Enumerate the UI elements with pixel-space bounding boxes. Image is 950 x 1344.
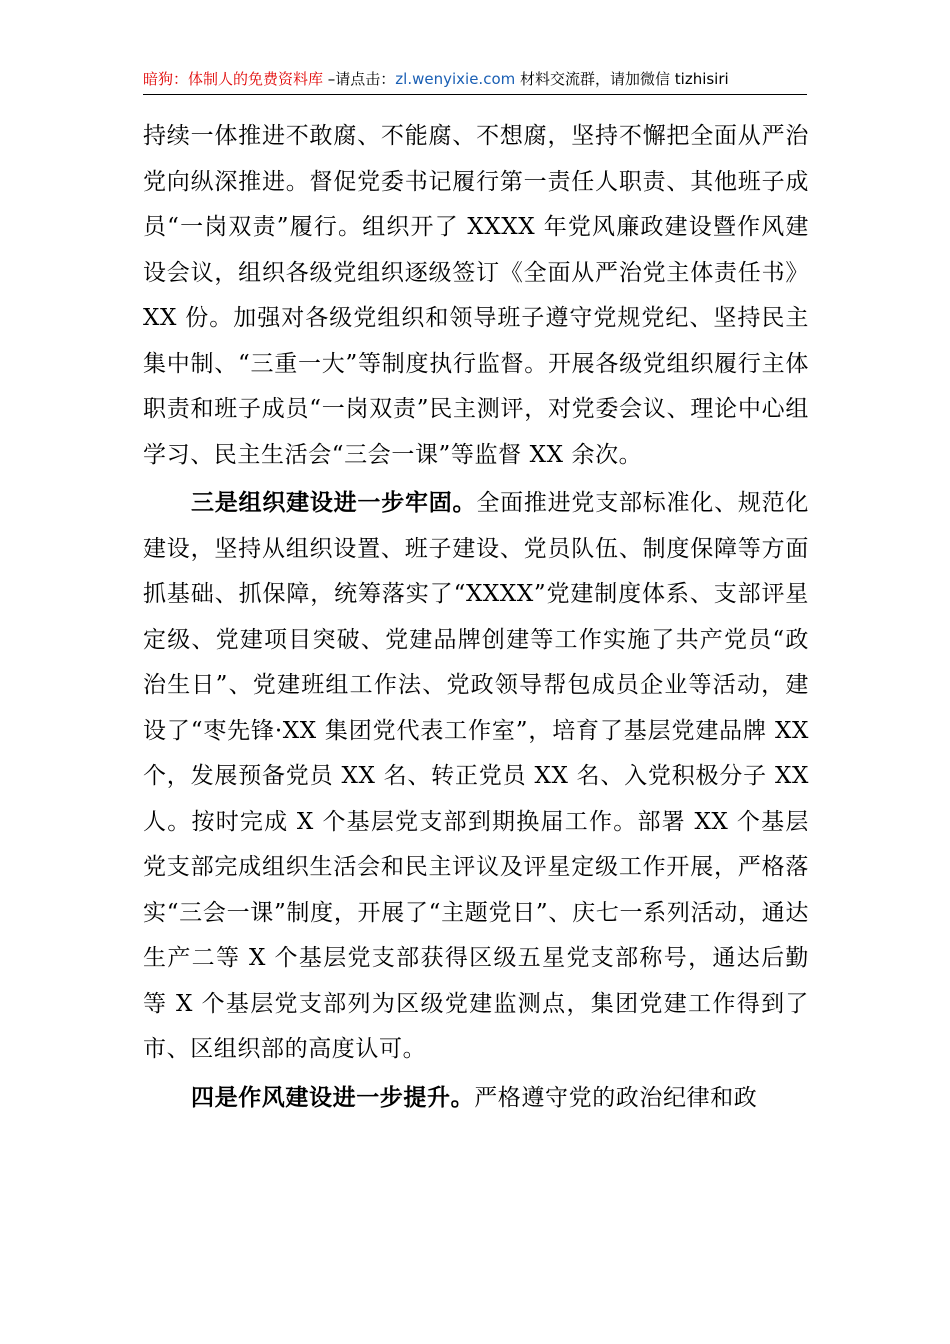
paragraph-1-text: 持续一体推进不敢腐、不能腐、不想腐，坚持不懈把全面从严治党向纵深推进。督促党委书记履行第一责任人职责、其他班子成员“一岗双责”履行。组织开了 XXXX 年党风廉政建设暨作风建设会议，组织各级党组织逐级签订《全面从严治党主体责任书》XX 份。加强对各级党组织和领导班子遵守党规党纪、坚持民主集中制、“三重一大”等制度执行监督。开展各级党组织履行主体职责和班子成员“一岗双责”民主测评，对党委会议、理论中心组学习、民主生活会“三会一课”等监督 XX 余次。	[143, 123, 809, 468]
page-header	[143, 66, 807, 92]
paragraph-3-lead: 四是作风建设进一步提升。	[191, 1084, 475, 1111]
paragraph-2	[143, 481, 809, 1073]
paragraph-3-text: 严格遵守党的政治纪律和政	[474, 1084, 758, 1111]
paragraph-3	[143, 1076, 809, 1122]
paragraph-2-lead: 三是组织建设进一步牢固。	[191, 490, 477, 516]
header-divider	[143, 94, 807, 95]
paragraph-1	[143, 114, 809, 478]
header-site-label: 暗狗：体制人的免费资料库	[143, 70, 324, 88]
header-wechat-note: 材料交流群，请加微信 tizhisiri	[515, 70, 729, 88]
body-text	[143, 114, 809, 1124]
header-url-link[interactable]: zl.wenyixie.com	[395, 70, 516, 88]
paragraph-2-text: 全面推进党支部标准化、规范化建设，坚持从组织设置、班子建设、党员队伍、制度保障等方面抓基础、抓保障，统筹落实了“XXXX”党建制度体系、支部评星定级、党建项目突破、党建品牌创建等工作实施了共产党员“政治生日”、党建班组工作法、党政领导帮包成员企业等活动，建设了“枣先锋·XX 集团党代表工作室”，培育了基层党建品牌 XX 个，发展预备党员 XX 名、转正党员 XX 名、入党积极分子 XX 人。按时完成 X 个基层党支部到期换届工作。部署 XX 个基层党支部完成组织生活会和民主评议及评星定级工作开展，严格落实“三会一课”制度，开展了“主题党日”、庆七一系列活动，通达生产二等 X 个基层党支部获得区级五星党支部称号，通达后勤等 X 个基层党支部列为区级党建监测点，集团党建工作得到了市、区组织部的高度认可。	[143, 490, 809, 1062]
header-click-prefix: –请点击：	[323, 70, 396, 88]
